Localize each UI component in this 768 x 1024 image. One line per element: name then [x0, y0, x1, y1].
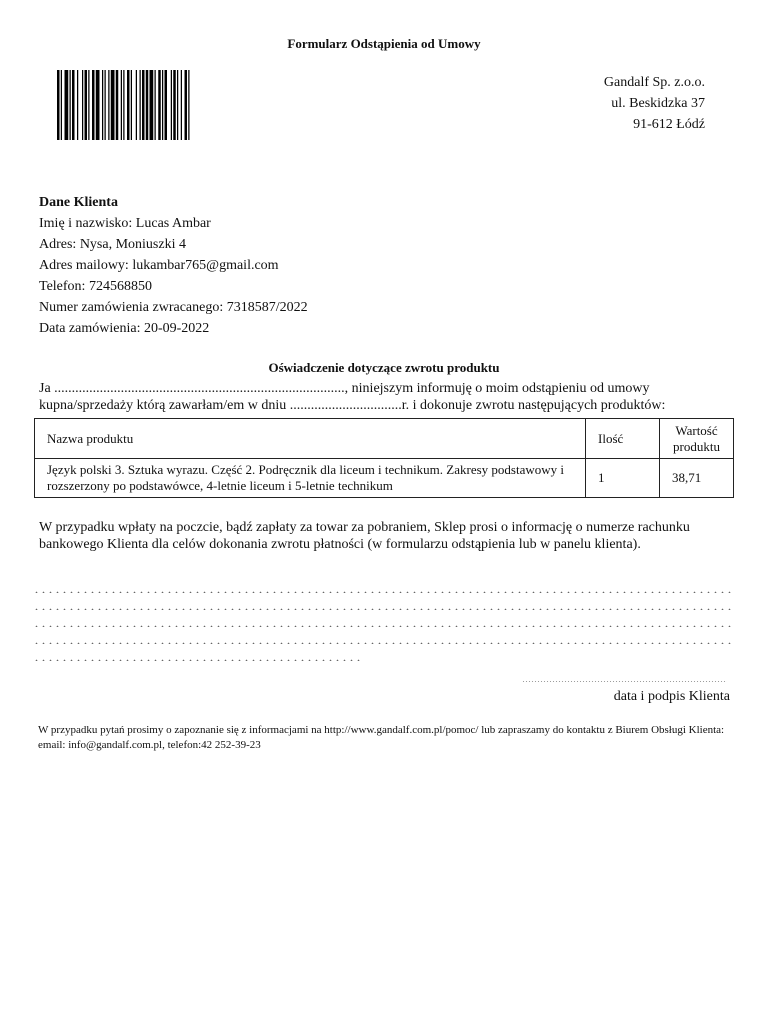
barcode-bar — [162, 70, 163, 140]
barcode-bar — [158, 70, 161, 140]
company-street: ul. Beskidzka 37 — [611, 96, 705, 111]
barcode-bar — [61, 70, 62, 140]
client-email: Adres mailowy: lukambar765@gmail.com — [39, 258, 279, 273]
signature-field[interactable] — [522, 672, 727, 682]
barcode-bar — [77, 70, 78, 140]
barcode-bar — [88, 70, 89, 140]
client-order-date: Data zamówienia: 20-09-2022 — [39, 321, 210, 336]
barcode-bar — [177, 70, 178, 140]
client-data — [39, 192, 308, 339]
barcode-bar — [181, 70, 182, 140]
barcode-bar — [85, 70, 88, 140]
header-product-name: Nazwa produktu — [35, 419, 586, 459]
barcode-bar — [185, 70, 188, 140]
dotted-line — [33, 576, 733, 593]
barcode-bar — [121, 70, 122, 140]
barcode-bar — [171, 70, 172, 140]
footer-contact-info: W przypadku pytań prosimy o zapoznanie się z informacjami na http://www.gandalf.com.pl/pomoc/ lub zapraszamy do kontaktu z Biurem Obsługi Klienta: email: info@gandalf.com.pl, telefon:42 252-39-23 — [38, 724, 725, 751]
barcode-bar — [140, 70, 141, 140]
client-order-number: Numer zamówienia zwracanego: 7318587/2022 — [39, 300, 308, 315]
barcode-bar — [65, 70, 69, 140]
signature-label: data i podpis Klienta — [613, 689, 730, 704]
header-quantity: Ilość — [586, 419, 660, 459]
barcode-bar — [116, 70, 119, 140]
barcode-bar — [136, 70, 137, 140]
barcode-bar — [102, 70, 103, 140]
refund-info-text: W przypadku wpłaty na poczcie, bądź zapłaty za towar za pobraniem, Sklep prosi o informację o numerze rachunku bankowego Klienta dla celów dokonania zwrotu płatności (w formularzu odstąpienia lub w panelu klienta). — [39, 520, 690, 552]
barcode-bar — [131, 70, 132, 140]
declaration-text: Ja ..................................................................................., niniejszym informuję o moim odstąpieniu od umowy kupna/sprzedaży którą zawarłam/em w dniu ................................r. i dokonuje zwrotu następujących produktów: — [39, 381, 666, 413]
page-title: Formularz Odstąpienia od Umowy — [287, 36, 481, 51]
table-header-row — [35, 419, 734, 459]
dotted-line — [33, 610, 733, 627]
barcode-bar — [111, 70, 115, 140]
barcode-bar — [173, 70, 176, 140]
dotted-line — [33, 593, 733, 610]
company-address — [540, 72, 705, 135]
cell-quantity: 1 — [586, 459, 660, 498]
products-table — [34, 418, 734, 498]
barcode-bar — [72, 70, 75, 140]
cell-product-name: Język polski 3. Sztuka wyrazu. Część 2. Podręcznik dla liceum i technikum. Zakresy podstawowy i rozszerzony po podstawówce, 4-letnie liceum i 5-letnie technikum — [35, 459, 586, 498]
header-value: Wartość produktu — [660, 419, 734, 459]
barcode-bar — [123, 70, 124, 140]
barcode-icon — [57, 70, 283, 140]
declaration-title: Oświadczenie dotyczące zwrotu produktu — [268, 360, 500, 375]
barcode-bar — [146, 70, 149, 140]
barcode-bar — [57, 70, 60, 140]
client-name: Imię i nazwisko: Lucas Ambar — [39, 216, 211, 231]
dotted-line — [33, 627, 733, 644]
table-row — [35, 459, 734, 498]
barcode-bar — [96, 70, 100, 140]
client-heading: Dane Klienta — [39, 195, 118, 210]
barcode-bar — [92, 70, 95, 140]
barcode-bar — [155, 70, 156, 140]
barcode-bar — [142, 70, 145, 140]
dotted-line — [33, 644, 363, 661]
cell-value: 38,71 — [660, 459, 734, 498]
barcode-bar — [188, 70, 189, 140]
barcode-bar — [108, 70, 109, 140]
barcode-bar — [82, 70, 83, 140]
company-name: Gandalf Sp. z.o.o. — [603, 75, 705, 90]
barcode-bar — [150, 70, 154, 140]
barcode-bar — [127, 70, 130, 140]
company-city: 91-612 Łódź — [633, 117, 705, 132]
bank-account-field[interactable] — [33, 576, 733, 661]
barcode-bar — [105, 70, 106, 140]
client-address: Adres: Nysa, Moniuszki 4 — [39, 237, 186, 252]
barcode-bar — [70, 70, 71, 140]
barcode-bar — [165, 70, 168, 140]
client-phone: Telefon: 724568850 — [39, 279, 152, 294]
